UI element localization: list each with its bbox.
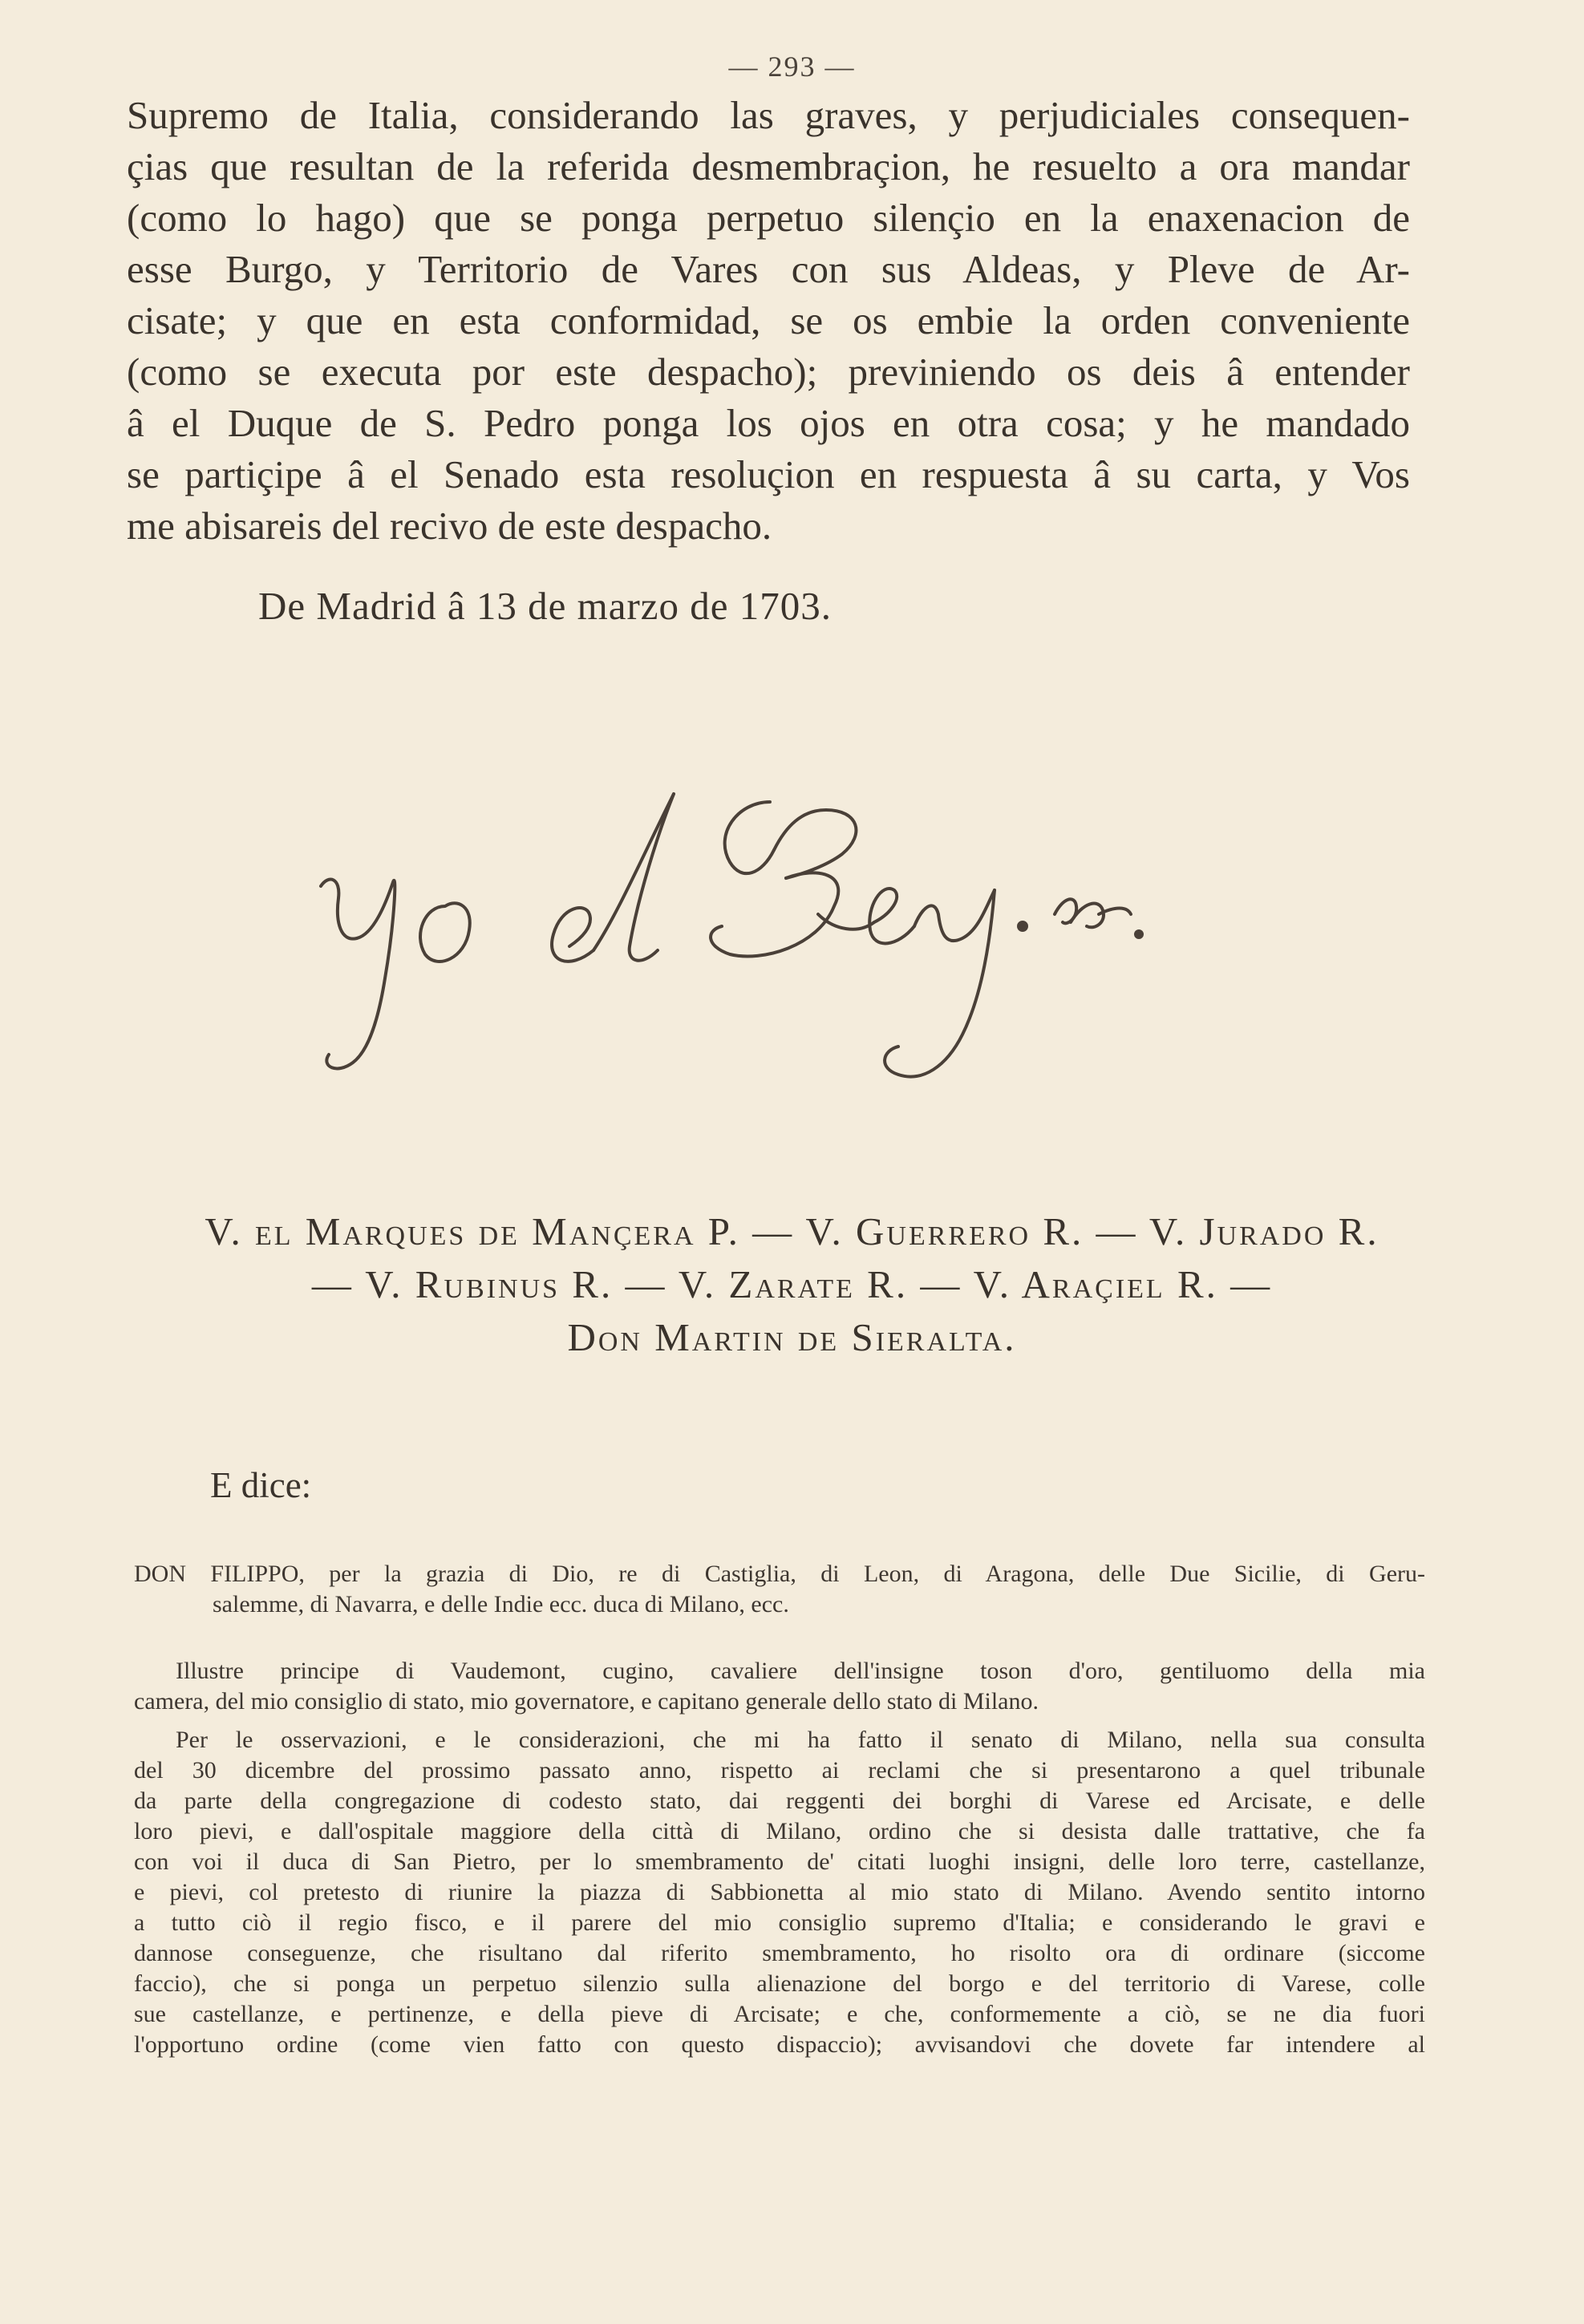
signatory-line: — V. Rubinus R. — V. Zarate R. — V. Araçiel R. — <box>311 1262 1273 1306</box>
spanish-line: se partiçipe â el Senado esta resoluçion en respuesta â su carta, y Vos <box>127 452 1410 496</box>
italian-heading-line: DON FILIPPO, per la grazia di Dio, re di Castiglia, di Leon, di Aragona, delle Due Sicilie, di Geru- <box>134 1561 1425 1587</box>
italian-line: a tutto ciò il regio fisco, e il parere del mio consiglio supremo d'Italia; e considerando le gravi e <box>134 1909 1425 1936</box>
italian-body <box>134 1656 1425 2060</box>
italian-line: l'opportuno ordine (come vien fatto con questo dispaccio); avvisandovi che dovete far intendere al <box>134 2031 1425 2058</box>
italian-line: dannose conseguenze, che risultano dal riferito smembramento, ho risolto ora di ordinare (siccome <box>134 1940 1425 1966</box>
italian-line: Per le osservazioni, e le considerazioni, che mi ha fatto il senato di Milano, nella sua consulta <box>176 1727 1425 1753</box>
spanish-line: cisate; y que en esta conformidad, se os embie la orden conveniente <box>127 298 1410 342</box>
italian-line: Illustre principe di Vaudemont, cugino, cavaliere dell'insigne toson d'oro, gentiluomo della mia <box>176 1658 1425 1684</box>
spanish-line: (como lo hago) que se ponga perpetuo silençio en la enaxenacion de <box>127 196 1410 240</box>
italian-line: faccio), che si ponga un perpetuo silenzio sulla alienazione del borgo e del territorio di Varese, colle <box>134 1970 1425 1997</box>
spanish-line: çias que resultan de la referida desmembraçion, he resuelto a ora mandar <box>127 144 1410 188</box>
italian-line: e pievi, col pretesto di riunire la piazza di Sabbionetta al mio stato di Milano. Avendo sentito intorno <box>134 1879 1425 1905</box>
italian-line: con voi il duca di San Pietro, per lo smembramento de' citati luoghi insigni, delle loro terre, castellanze, <box>134 1848 1425 1875</box>
italian-heading <box>134 1559 1425 1620</box>
spanish-paragraph <box>127 90 1410 552</box>
e-dice-label: E dice: <box>210 1465 312 1505</box>
italian-line: da parte della congregazione di codesto stato, dai reggenti dei borghi di Varese ed Arcisate, e delle <box>134 1788 1425 1814</box>
italian-heading-line: salemme, di Navarra, e delle Indie ecc. duca di Milano, ecc. <box>213 1591 789 1617</box>
date-line: De Madrid â 13 de marzo de 1703. <box>258 584 833 628</box>
signatory-line: Don Martin de Sieralta. <box>567 1315 1017 1359</box>
italian-line: sue castellanze, e pertinenze, e della pieve di Arcisate; e che, conformemente a ciò, se ne dia fuori <box>134 2001 1425 2027</box>
italian-line: loro pievi, e dall'ospitale maggiore della città di Milano, ordino che si desista dalle trattative, che fa <box>134 1818 1425 1844</box>
spanish-line: Supremo de Italia, considerando las graves, y perjudiciales consequen- <box>127 93 1410 137</box>
signatories <box>0 1205 1584 1364</box>
signatory-line: V. el Marques de Mançera P. — V. Guerrero R. — V. Jurado R. <box>205 1209 1379 1253</box>
royal-signature <box>305 786 1235 1107</box>
italian-line: del 30 dicembre del prossimo passato anno, rispetto ai reclami che si presentarono a quel tribunale <box>134 1757 1425 1783</box>
spanish-line: esse Burgo, y Territorio de Vares con sus Aldeas, y Pleve de Ar- <box>127 247 1410 291</box>
spanish-line: â el Duque de S. Pedro ponga los ojos en otra cosa; y he mandado <box>127 401 1410 445</box>
spanish-line: me abisareis del recivo de este despacho. <box>127 504 772 548</box>
italian-line: camera, del mio consiglio di stato, mio governatore, e capitano generale dello stato di Milano. <box>134 1688 1039 1715</box>
spanish-line: (como se executa por este despacho); previniendo os deis â entender <box>127 350 1410 394</box>
page-number: — 293 — <box>728 51 856 83</box>
